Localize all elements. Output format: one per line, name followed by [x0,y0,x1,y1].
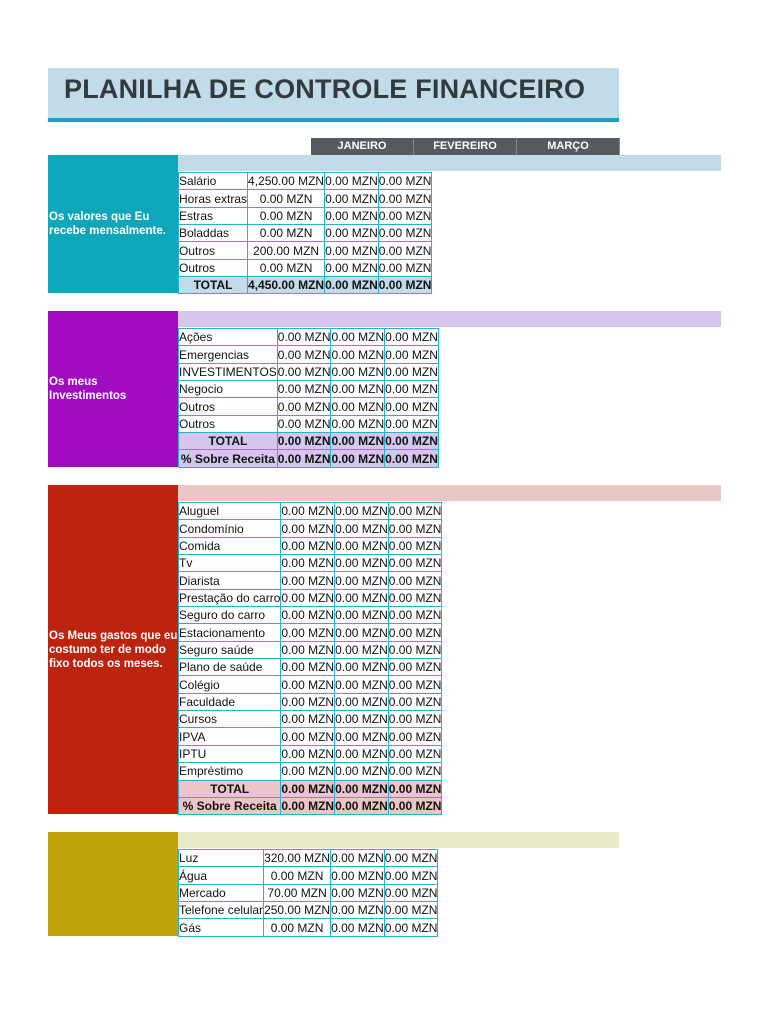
cell-value-month-1[interactable]: 0.00 MZN [281,729,335,744]
cell-value-month-1[interactable]: 0.00 MZN [248,259,325,276]
row-label[interactable]: Emergencias [179,346,278,363]
cell-value-month-3[interactable]: 0.00 MZN [378,243,432,258]
row-label[interactable]: Cursos [179,711,281,728]
cell-value-month-2[interactable]: 0.00 MZN [331,920,384,935]
cell-value-month-3[interactable]: 0.00 MZN [388,694,442,709]
table-row [179,503,442,520]
cell-value-month-3[interactable]: 0.00 MZN [385,399,438,414]
cell-value-month-3[interactable]: 0.00 MZN [388,660,442,675]
cell-value-month-1[interactable]: 0.00 MZN [277,451,331,466]
table-row [179,242,432,259]
cell-value-month-3[interactable]: 0.00 MZN [388,573,442,588]
cell-value-month-3[interactable]: 0.00 MZN [385,330,438,345]
cell-value-month-1[interactable]: 250.00 MZN [264,903,331,918]
cell-value-month-2[interactable]: 0.00 MZN [335,799,388,814]
month-header-marco: MARÇO [517,138,620,155]
cell-value-month-2[interactable]: 0.00 MZN [325,226,378,241]
cell-value-month-2[interactable]: 0.00 MZN [335,677,388,692]
cell-value-month-1[interactable]: 0.00 MZN [281,556,335,571]
cell-value-month-2[interactable]: 0.00 MZN [335,590,388,605]
row-label[interactable]: Empréstimo [179,763,281,780]
table-row [179,225,432,242]
cell-value-month-1[interactable]: 200.00 MZN [248,242,325,259]
cell-value-month-2[interactable]: 0.00 MZN [335,642,388,657]
page-title: PLANILHA DE CONTROLE FINANCEIRO [64,74,586,104]
cell-value-month-3[interactable]: 0.00 MZN [388,625,442,640]
table-row [179,259,432,276]
cell-value-month-1[interactable]: 0.00 MZN [281,504,335,519]
table-row [179,919,438,936]
cell-value-month-2[interactable]: 0.00 MZN [331,434,385,449]
cell-value-month-2[interactable]: 0.00 MZN [325,243,378,258]
cell-value-month-1[interactable]: 0.00 MZN [277,434,331,449]
cell-value-month-1[interactable]: 0.00 MZN [264,867,331,884]
cell-value-month-1[interactable]: 0.00 MZN [277,330,331,345]
cell-value-month-3[interactable]: 0.00 MZN [388,521,442,536]
cell-value-month-1[interactable]: 4,250.00 MZN [248,174,325,189]
row-label[interactable]: Tv [179,555,281,572]
cell-value-month-2[interactable]: 0.00 MZN [335,538,388,553]
section-table [178,849,438,937]
cell-value-month-3[interactable]: 0.00 MZN [378,191,432,206]
table-row [179,363,439,380]
table-row [179,190,432,207]
table-row [179,884,438,901]
cell-value-month-2[interactable]: 0.00 MZN [325,260,378,275]
total-row [179,277,432,294]
row-label[interactable]: Seguro do carro [179,607,281,624]
table-row [179,711,442,728]
cell-value-month-1[interactable]: 0.00 MZN [281,590,335,605]
row-label[interactable]: Outros [179,259,248,276]
cell-value-month-3[interactable]: 0.00 MZN [388,590,442,605]
row-label[interactable]: IPVA [179,728,281,745]
table-row [179,624,442,641]
cell-value-month-3[interactable]: 0.00 MZN [388,799,442,814]
cell-value-month-3[interactable]: 0.00 MZN [385,416,438,431]
cell-value-month-2[interactable]: 0.00 MZN [331,347,385,362]
table-row [179,693,442,710]
cell-value-month-1[interactable]: 0.00 MZN [281,538,335,553]
table-row [179,745,442,762]
row-label[interactable]: Luz [179,850,264,867]
cell-value-month-2[interactable]: 0.00 MZN [331,382,385,397]
cell-value-month-2[interactable]: 0.00 MZN [331,364,385,379]
cell-value-month-2[interactable]: 0.00 MZN [331,330,385,345]
cell-value-month-1[interactable]: 4,450.00 MZN [248,278,325,293]
table-row [179,607,442,624]
cell-value-month-1[interactable]: 0.00 MZN [281,625,335,640]
cell-value-month-1[interactable]: 320.00 MZN [264,851,331,866]
cell-value-month-2[interactable]: 0.00 MZN [335,694,388,709]
cell-value-month-3[interactable]: 0.00 MZN [388,538,442,553]
row-label[interactable]: Salário [179,173,248,190]
cell-value-month-1[interactable]: 0.00 MZN [248,225,325,242]
table-row [179,207,432,224]
cell-value-month-1[interactable]: 0.00 MZN [277,364,331,379]
cell-value-month-1[interactable]: 0.00 MZN [281,712,335,727]
cell-value-month-1[interactable]: 0.00 MZN [277,347,331,362]
total-row [179,450,439,467]
row-label[interactable]: Mercado [179,884,264,901]
row-label[interactable]: Água [179,867,264,884]
section-label: Os valores que Eu recebe mensalmente. [48,155,178,293]
row-label[interactable]: Aluguel [179,503,281,520]
section-header-band [178,485,721,501]
cell-value-month-2[interactable]: 0.00 MZN [335,781,388,796]
cell-value-month-2[interactable]: 0.00 MZN [335,660,388,675]
cell-value-month-1[interactable]: 0.00 MZN [264,919,331,936]
row-label[interactable]: Diarista [179,572,281,589]
cell-value-month-3[interactable]: 0.00 MZN [384,885,438,900]
cell-value-month-1[interactable]: 0.00 MZN [281,642,335,657]
cell-value-month-1[interactable]: 0.00 MZN [277,416,331,431]
table-row [179,398,439,415]
cell-value-month-2[interactable]: 0.00 MZN [335,608,388,623]
table-row [179,728,442,745]
cell-value-month-2[interactable]: 0.00 MZN [331,851,384,866]
table-row [179,381,439,398]
cell-value-month-3[interactable]: 0.00 MZN [384,851,438,866]
cell-value-month-1[interactable]: 0.00 MZN [281,694,335,709]
cell-value-month-1[interactable]: 0.00 MZN [248,190,325,207]
total-row [179,433,439,450]
row-label[interactable]: Boladdas [179,225,248,242]
cell-value-month-3[interactable]: 0.00 MZN [388,642,442,657]
cell-value-month-2[interactable]: 0.00 MZN [331,416,385,431]
cell-value-month-3[interactable]: 0.00 MZN [384,868,438,883]
row-label[interactable]: % Sobre Receita [179,450,278,467]
cell-value-month-3[interactable]: 0.00 MZN [385,434,438,449]
cell-value-month-2[interactable]: 0.00 MZN [335,712,388,727]
row-label[interactable]: Estras [179,207,248,224]
table-row [179,850,438,867]
table-row [179,641,442,658]
cell-value-month-3[interactable]: 0.00 MZN [378,208,432,223]
cell-value-month-3[interactable]: 0.00 MZN [388,608,442,623]
cell-value-month-3[interactable]: 0.00 MZN [378,260,432,275]
table-row [179,763,442,780]
cell-value-month-3[interactable]: 0.00 MZN [384,920,438,935]
cell-value-month-2[interactable]: 0.00 MZN [325,174,378,189]
cell-value-month-3[interactable]: 0.00 MZN [378,278,432,293]
table-row [179,346,439,363]
table-row [179,572,442,589]
cell-value-month-1[interactable]: 0.00 MZN [277,382,331,397]
cell-value-month-3[interactable]: 0.00 MZN [378,226,432,241]
row-label[interactable]: Telefone celular [179,903,264,918]
cell-value-month-1[interactable]: 0.00 MZN [248,207,325,224]
table-row [179,589,442,606]
row-label[interactable]: TOTAL [179,277,248,294]
row-label[interactable]: Condomínio [179,520,281,537]
row-label[interactable]: Outros [179,398,278,415]
cell-value-month-2[interactable]: 0.00 MZN [335,556,388,571]
section-label: Os meus Investimentos [48,311,178,467]
month-header-janeiro: JANEIRO [311,138,414,155]
section-table [178,172,432,294]
cell-value-month-3[interactable]: 0.00 MZN [388,677,442,692]
section-table [178,502,442,815]
cell-value-month-2[interactable]: 0.00 MZN [335,625,388,640]
cell-value-month-1[interactable]: 0.00 MZN [281,521,335,536]
row-label[interactable]: Negocio [179,381,278,398]
section-header-band [178,832,619,848]
cell-value-month-1[interactable]: 0.00 MZN [281,677,335,692]
cell-value-month-2[interactable]: 0.00 MZN [331,903,384,918]
row-label[interactable]: Outros [179,415,278,432]
row-label[interactable]: Prestação do carro [179,590,281,605]
row-label[interactable]: TOTAL [179,780,281,797]
cell-value-month-3[interactable]: 0.00 MZN [378,174,432,189]
cell-value-month-3[interactable]: 0.00 MZN [388,712,442,727]
row-label[interactable]: Estacionamento [179,624,281,641]
row-label[interactable]: Horas extras [179,191,248,206]
cell-value-month-3[interactable]: 0.00 MZN [385,347,438,362]
cell-value-month-3[interactable]: 0.00 MZN [388,504,442,519]
row-label[interactable]: Comida [179,537,281,554]
cell-value-month-3[interactable]: 0.00 MZN [388,556,442,571]
table-row [179,902,438,919]
cell-value-month-3[interactable]: 0.00 MZN [385,451,438,466]
cell-value-month-1[interactable]: 0.00 MZN [281,781,335,796]
cell-value-month-3[interactable]: 0.00 MZN [388,729,442,744]
month-header-fevereiro: FEVEREIRO [414,138,517,155]
table-row [179,329,439,346]
section-table [178,328,439,468]
row-label[interactable]: Ações [179,329,278,346]
cell-value-month-3[interactable]: 0.00 MZN [384,903,438,918]
table-row [179,537,442,554]
table-row [179,555,442,572]
table-row [179,520,442,537]
total-row [179,780,442,797]
cell-value-month-1[interactable]: 0.00 MZN [277,399,331,414]
row-label[interactable]: Colégio [179,676,281,693]
cell-value-month-2[interactable]: 0.00 MZN [335,504,388,519]
row-label[interactable]: TOTAL [179,433,278,450]
title-bar [48,68,619,122]
section-header-band [178,311,721,327]
cell-value-month-1[interactable]: 0.00 MZN [281,573,335,588]
section-label [48,832,178,936]
cell-value-month-2[interactable]: 0.00 MZN [335,729,388,744]
cell-value-month-1[interactable]: 0.00 MZN [281,608,335,623]
cell-value-month-3[interactable]: 0.00 MZN [388,746,442,761]
row-label[interactable]: Outros [179,242,248,259]
cell-value-month-2[interactable]: 0.00 MZN [331,868,384,883]
cell-value-month-1[interactable]: 0.00 MZN [281,799,335,814]
section-label: Os Meus gastos que eu costumo ter de modo fixo todos os meses. [48,485,178,814]
cell-value-month-3[interactable]: 0.00 MZN [385,364,438,379]
row-label[interactable]: Faculdade [179,693,281,710]
row-label[interactable]: IPTU [179,745,281,762]
cell-value-month-3[interactable]: 0.00 MZN [385,382,438,397]
cell-value-month-2[interactable]: 0.00 MZN [325,191,378,206]
cell-value-month-1[interactable]: 0.00 MZN [281,660,335,675]
cell-value-month-2[interactable]: 0.00 MZN [331,451,385,466]
table-row [179,173,432,190]
cell-value-month-3[interactable]: 0.00 MZN [388,764,442,779]
cell-value-month-3[interactable]: 0.00 MZN [388,781,442,796]
cell-value-month-2[interactable]: 0.00 MZN [331,399,385,414]
table-row [179,659,442,676]
cell-value-month-2[interactable]: 0.00 MZN [335,764,388,779]
cell-value-month-2[interactable]: 0.00 MZN [335,521,388,536]
section-header-band [178,155,721,171]
row-label[interactable]: Seguro saúde [179,641,281,658]
cell-value-month-1[interactable]: 0.00 MZN [281,764,335,779]
cell-value-month-1[interactable]: 70.00 MZN [264,884,331,901]
row-label[interactable]: % Sobre Receita [179,797,281,814]
row-label[interactable]: INVESTIMENTOS [179,364,277,379]
row-label[interactable]: Gás [179,919,264,936]
row-label[interactable]: Plano de saúde [179,659,281,676]
table-row [179,415,439,432]
cell-value-month-2[interactable]: 0.00 MZN [331,885,384,900]
total-row [179,797,442,814]
cell-value-month-2[interactable]: 0.00 MZN [325,208,378,223]
cell-value-month-1[interactable]: 0.00 MZN [281,746,335,761]
table-row [179,867,438,884]
cell-value-month-2[interactable]: 0.00 MZN [335,573,388,588]
table-row [179,676,442,693]
cell-value-month-2[interactable]: 0.00 MZN [335,746,388,761]
cell-value-month-2[interactable]: 0.00 MZN [325,278,378,293]
